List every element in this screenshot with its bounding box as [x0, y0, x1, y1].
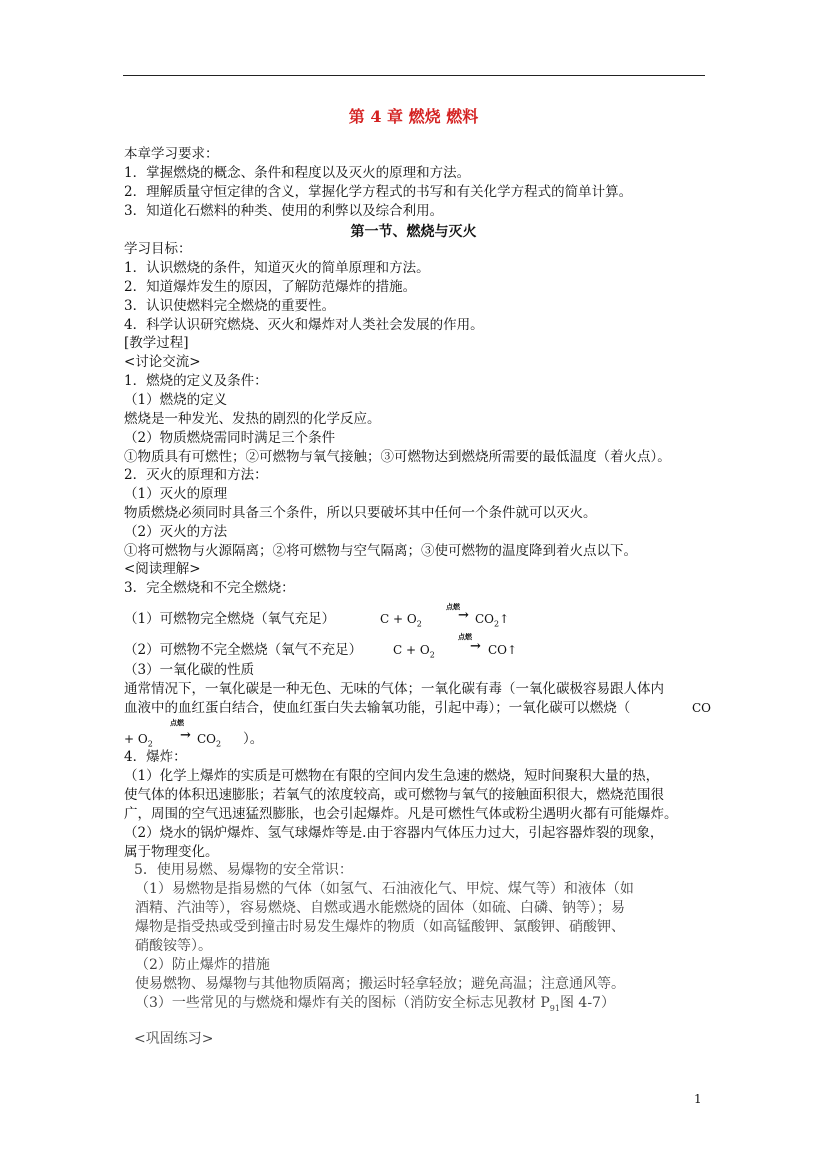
reaction-label: （1）可燃物完全燃烧（氧气充足）: [124, 611, 336, 627]
text-line: （2）物质燃烧需同时满足三个条件: [124, 430, 336, 446]
text-line: 酒精、汽油等），容易燃烧、自燃或遇水能燃烧的固体（如硫、白磷、钠等）；易: [135, 900, 625, 916]
text-line: 燃烧是一种发光、发热的剧烈的化学反应。: [124, 411, 381, 427]
text-line: 1．认识燃烧的条件，知道灭火的简单原理和方法。: [124, 260, 430, 276]
reaction-condition: 点燃: [458, 632, 472, 641]
reaction-lhs: + $O_2$: [124, 732, 153, 749]
text-line: （2）灭火的方法: [124, 524, 228, 540]
reaction-lhs: CO: [692, 701, 712, 715]
header-rule: [123, 75, 705, 76]
text-line: （1）化学上爆炸的实质是可燃物在有限的空间内发生急速的燃烧，短时间聚积大量的热，: [124, 768, 660, 784]
text-line: 4．爆炸：: [124, 749, 187, 765]
reaction-arrow: →: [470, 639, 481, 654]
text-line: （1）灭火的原理: [124, 486, 228, 502]
text-line: 爆物是指受热或受到撞击时易发生爆炸的物质（如高锰酸钾、氯酸钾、硝酸钾、: [135, 919, 625, 935]
text-line: 本章学习要求：: [124, 146, 219, 162]
reaction-rhs: $CO_2↑$: [475, 612, 510, 629]
text-line: 属于物理变化。: [124, 844, 219, 860]
text-line: 1．掌握燃烧的概念、条件和程度以及灭火的原理和方法。: [124, 165, 471, 181]
text-line: 3．认识使燃料完全燃烧的重要性。: [124, 298, 336, 314]
text-line: <巩固练习>: [134, 1031, 214, 1047]
reaction-rhs: $CO_2$: [197, 732, 222, 749]
text-line: 4．科学认识研究燃烧、灭火和爆炸对人类社会发展的作用。: [124, 317, 484, 333]
text-line: ①物质具有可燃性；②可燃物与氧气接触；③可燃物达到燃烧所需要的最低温度（着火点）。: [124, 449, 671, 465]
text-line: 血液中的血红蛋白结合，使血红蛋白失去输氧功能，引起中毒）；一氧化碳可以燃烧（: [124, 700, 631, 716]
text-line: 学习目标：: [124, 241, 192, 257]
text-line: 2．灭火的原理和方法：: [124, 467, 268, 483]
page-number: 1: [694, 1092, 702, 1106]
section-title: 第一节、燃烧与灭火: [350, 224, 477, 240]
text-line: [教学过程]: [124, 335, 189, 351]
text-line: <讨论交流>: [124, 354, 201, 370]
reaction-arrow: →: [180, 728, 191, 743]
text-line: 2．知道爆炸发生的原因，了解防范爆炸的措施。: [124, 279, 417, 295]
text-line: ）。: [243, 731, 264, 747]
text-line: 3．知道化石燃料的种类、使用的利弊以及综合利用。: [124, 203, 444, 219]
text-line: 2．理解质量守恒定律的含义，掌握化学方程式的书写和有关化学方程式的简单计算。: [124, 184, 633, 200]
reaction-condition: 点燃: [170, 718, 184, 727]
reaction-lhs: $C + O_2$: [380, 612, 422, 629]
text-line: ①将可燃物与火源隔离；②将可燃物与空气隔离；③使可燃物的温度降到着火点以下。: [124, 543, 637, 559]
reaction-condition: 点燃: [446, 602, 460, 611]
text-line: 通常情况下，一氧化碳是一种无色、无味的气体；一氧化碳有毒（一氧化碳极容易跟人体内: [124, 681, 664, 697]
text-line: （3）一氧化碳的性质: [124, 662, 255, 678]
text-line: 物质燃烧必须同时具备三个条件，所以只要破坏其中任何一个条件就可以灭火。: [124, 505, 597, 521]
text-line: 3．完全燃烧和不完全燃烧：: [124, 580, 295, 596]
text-line: （2）烧水的锅炉爆炸、氢气球爆炸等是.由于容器内气体压力过大，引起容器炸裂的现象，: [124, 825, 664, 841]
text-line: 硝酸铵等）。: [135, 938, 212, 954]
reaction-label: （2）可燃物不完全燃烧（氧气不充足）: [124, 642, 363, 658]
text-line: 5．使用易燃、易爆物的安全常识：: [134, 862, 353, 878]
text-line: （1）燃烧的定义: [124, 392, 228, 408]
text-line: 使易燃物、易爆物与其他物质隔离；搬运时轻拿轻放；避免高温；注意通风等。: [135, 976, 625, 992]
text-line: 1．燃烧的定义及条件：: [124, 373, 268, 389]
text-line: （1）易燃物是指易燃的气体（如氢气、石油液化气、甲烷、煤气等）和液体（如: [135, 881, 634, 897]
text-line: <阅读理解>: [124, 561, 201, 577]
reaction-rhs: CO↑: [488, 643, 518, 657]
text-line: 广，周围的空气迅速猛烈膨胀，也会引起爆炸。凡是可燃性气体或粉尘遇明火都有可能爆炸。: [124, 806, 678, 822]
reaction-lhs: $C + O_2$: [393, 643, 435, 660]
reaction-arrow: →: [458, 608, 469, 623]
text-line: 使气体的体积迅速膨胀；若氧气的浓度较高，或可燃物与氧气的接触面积很大，燃烧范围很: [124, 787, 664, 803]
text-line: （3）一些常见的与燃烧和爆炸有关的图标（消防安全标志见教材 $P_{91}$图 4-7）: [135, 995, 615, 1013]
text-line: （2）防止爆炸的措施: [135, 957, 270, 973]
chapter-title: 第 4 章 燃烧 燃料: [348, 107, 479, 126]
